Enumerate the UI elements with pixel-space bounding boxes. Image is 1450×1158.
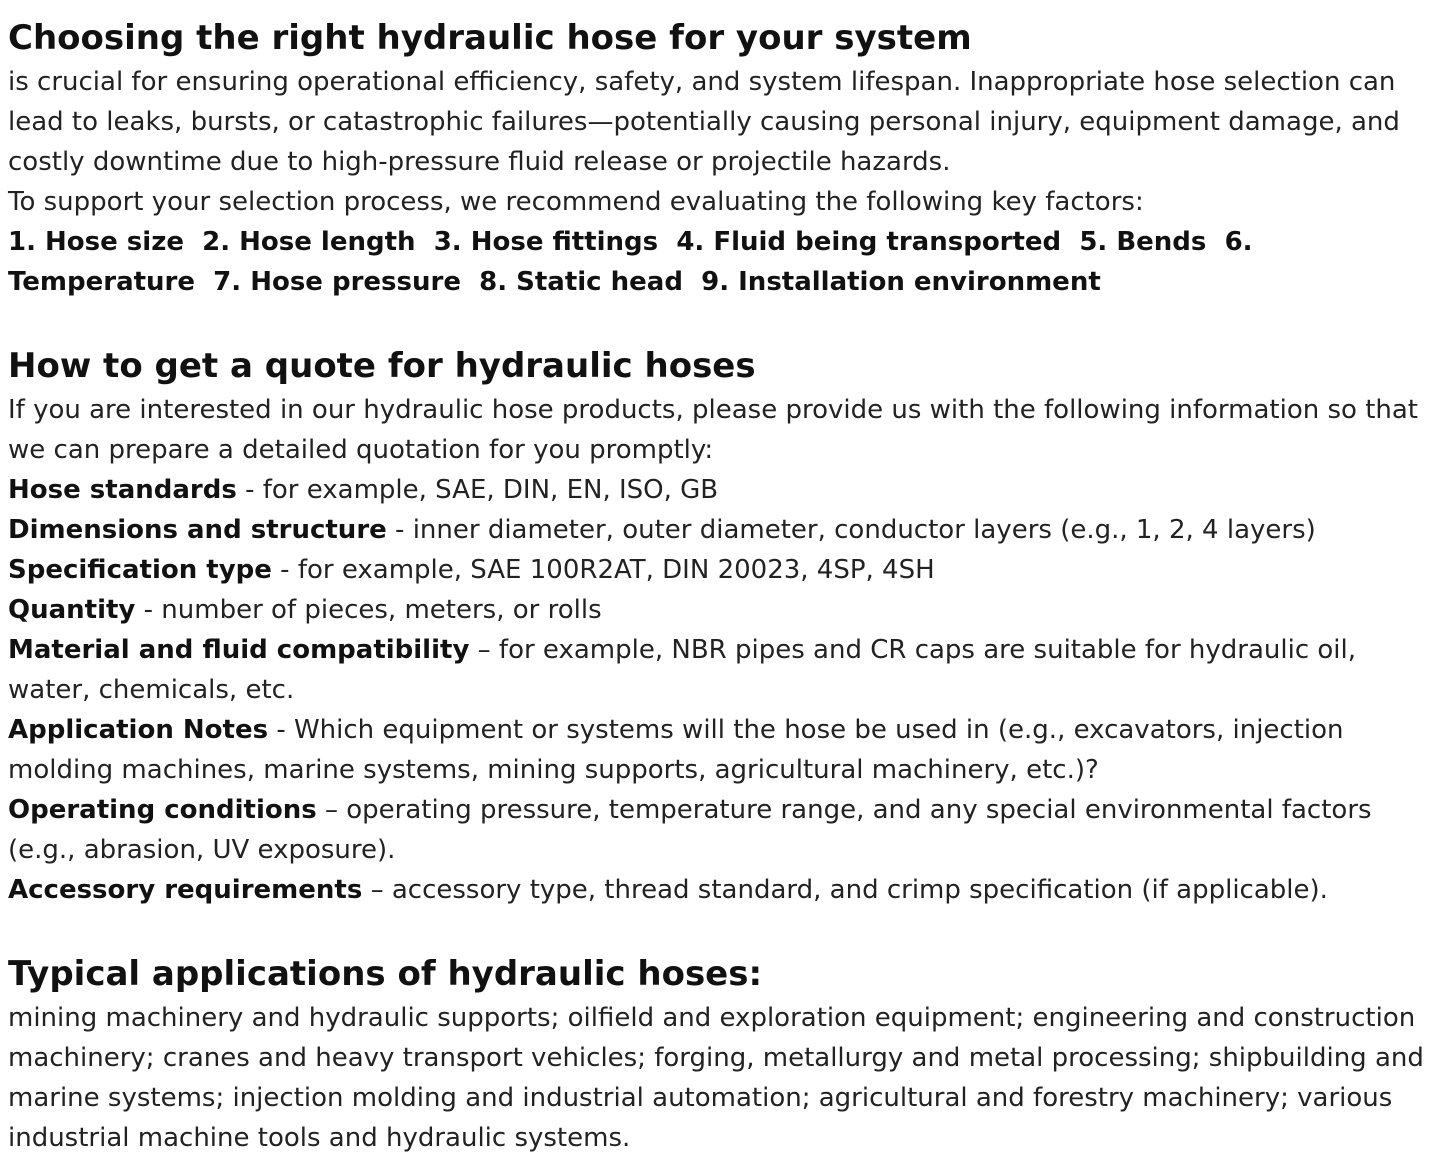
quote-item-term: Quantity	[8, 595, 136, 625]
quote-item-hose-standards	[8, 470, 1436, 510]
section-heading-applications: Typical applications of hydraulic hoses:	[8, 954, 763, 994]
factor-item: 4. Fluid being transported	[676, 227, 1062, 257]
factor-item: 6. Temperature	[8, 227, 1253, 297]
applications-paragraph: mining machinery and hydraulic supports; oilfield and exploration equipment; engineering and construction machinery; cranes and heavy transport vehicles; forging, metallurgy and metal processing; shipbuilding and marine systems; injection molding and industrial automation; agricultural and forestry machinery; various industrial machine tools and hydraulic systems.	[8, 1003, 1424, 1153]
quote-item-desc: – operating pressure, temperature range, and any special environmental factors (e.g., abrasion, UV exposure).	[8, 795, 1372, 865]
factor-item: 5. Bends	[1079, 227, 1207, 257]
factor-item: 2. Hose length	[202, 227, 416, 257]
quote-item-operating	[8, 790, 1436, 870]
quote-item-specification	[8, 550, 1436, 590]
quote-item-term: Hose standards	[8, 475, 237, 505]
section-spacer	[8, 910, 1436, 950]
quote-item-desc: – for example, NBR pipes and CR caps are suitable for hydraulic oil, water, chemicals, etc.	[8, 635, 1357, 705]
quote-item-dimensions	[8, 510, 1436, 550]
quote-item-quantity	[8, 590, 1436, 630]
support-paragraph: To support your selection process, we recommend evaluating the following key factors:	[8, 187, 1144, 217]
quote-item-desc: - inner diameter, outer diameter, conductor layers (e.g., 1, 2, 4 layers)	[386, 515, 1316, 545]
quote-item-desc: - number of pieces, meters, or rolls	[135, 595, 602, 625]
factor-item: 3. Hose fittings	[433, 227, 659, 257]
choosing-intro-paragraph: is crucial for ensuring operational efficiency, safety, and system lifespan. Inappropriate hose selection can lead to leaks, bursts, or catastrophic failures—potentially causing personal injury, equipment damage, and costly downtime due to high-pressure fluid release or projectile hazards.	[8, 67, 1400, 177]
key-factors-list	[8, 222, 1436, 302]
quote-intro-paragraph: If you are interested in our hydraulic hose products, please provide us with the following information so that we can prepare a detailed quotation for you promptly:	[8, 395, 1419, 465]
quote-item-application	[8, 710, 1436, 790]
quote-item-term: Dimensions and structure	[8, 515, 387, 545]
section-spacer	[8, 302, 1436, 342]
quote-item-material	[8, 630, 1436, 710]
factor-item: 9. Installation environment	[701, 267, 1101, 297]
quote-item-desc: - for example, SAE 100R2AT, DIN 20023, 4SP, 4SH	[271, 555, 935, 585]
quote-item-desc: – accessory type, thread standard, and crimp specification (if applicable).	[362, 875, 1328, 905]
quote-item-term: Operating conditions	[8, 795, 317, 825]
quote-item-term: Application Notes	[8, 715, 269, 745]
quote-item-desc: - for example, SAE, DIN, EN, ISO, GB	[236, 475, 719, 505]
quote-item-term: Material and fluid compatibility	[8, 635, 470, 665]
quote-item-accessory	[8, 870, 1436, 910]
factor-item: 1. Hose size	[8, 227, 184, 257]
factor-item: 7. Hose pressure	[213, 267, 461, 297]
section-heading-quote: How to get a quote for hydraulic hoses	[8, 346, 756, 386]
section-heading-choosing-hose: Choosing the right hydraulic hose for your system	[8, 18, 972, 58]
quote-item-desc: - Which equipment or systems will the hose be used in (e.g., excavators, injection molding machines, marine systems, mining supports, agricultural machinery, etc.)?	[8, 715, 1344, 785]
quote-item-term: Accessory requirements	[8, 875, 363, 905]
factor-item: 8. Static head	[479, 267, 683, 297]
quote-item-term: Specification type	[8, 555, 272, 585]
